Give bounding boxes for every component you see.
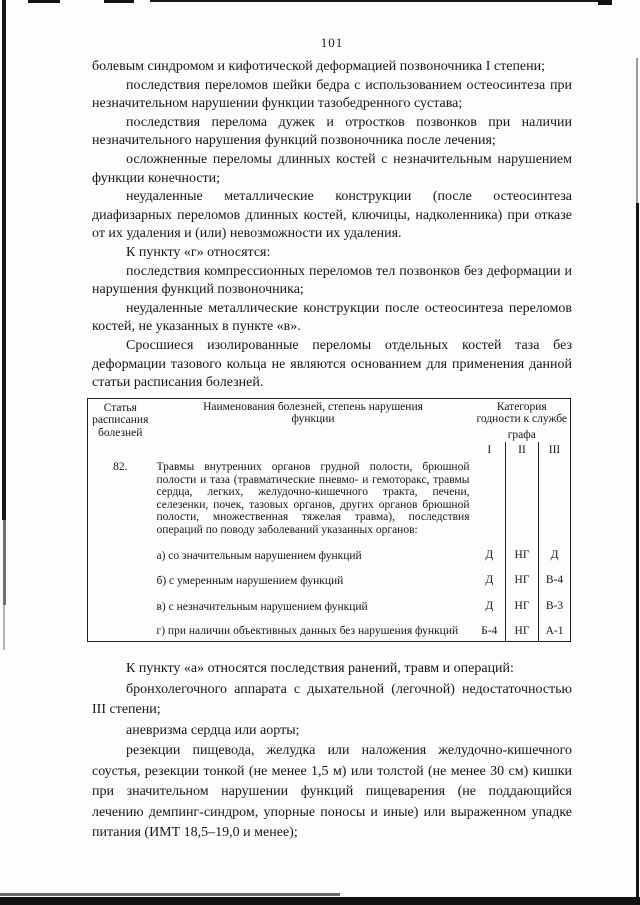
table-row-item-g <box>88 613 571 641</box>
value-cell: Д <box>485 574 494 587</box>
value-cell: Д <box>539 537 571 563</box>
document-body <box>92 58 572 844</box>
paragraph: резекции пищевода, желудка или наложения желудочно-кишечного соустья, резекции тонкой (не менее 1,5 м) или толстой (не менее 30 см) кишки при значительном нарушении функций пищеварения (не поддающийся лечению демпинг-синдром, упорные поносы и иные) или выраженном упадке питания (ИМТ 18,5–19,0 и менее); <box>92 743 572 840</box>
scan-edge-left-line-faint <box>3 605 5 650</box>
value-cell <box>506 458 539 537</box>
table-header-article: Статья расписания болезней <box>92 401 149 439</box>
value-cell: НГ <box>506 562 539 588</box>
page-number: 101 <box>320 35 344 50</box>
table-row-item-a <box>88 537 571 563</box>
value-cell: Д <box>485 599 494 612</box>
table-header-column-1: I <box>487 444 492 457</box>
table-header-disease-name <box>153 398 474 458</box>
article-number: 82. <box>113 461 128 474</box>
paragraph: бронхолегочного аппарата с дыхательной (легочной) недостаточностью III степени; <box>92 681 572 717</box>
table-row-item-b <box>88 562 571 588</box>
table-header-grafa: графа <box>507 428 536 441</box>
item-label: б) с умеренным нарушением функций <box>156 575 344 588</box>
value-cell <box>474 458 506 537</box>
table-row-item-v <box>88 588 571 614</box>
value-cell: НГ <box>506 613 539 641</box>
scan-edge-top-segment-2 <box>104 0 134 3</box>
scan-edge-bottom-gray <box>0 893 340 896</box>
paragraph: осложненные переломы длинных костей с незначительным нарушением функции конечности; <box>92 151 572 186</box>
table-header-column-2: II <box>506 442 539 458</box>
table-row-description <box>88 458 571 537</box>
scan-edge-left-line <box>2 0 6 520</box>
value-cell: Д <box>485 548 494 561</box>
value-cell: НГ <box>506 537 539 563</box>
paragraph: неудаленные металлические конструкции после остеосинтеза переломов костей, не указанных в пункте «в». <box>92 300 572 335</box>
table-header-fitness-category <box>474 398 571 427</box>
scan-edge-top-right-mark <box>598 0 612 5</box>
scan-edge-right-line <box>636 203 639 905</box>
table-header-disease-name-text: Наименования болезней, степень нарушения функции <box>203 400 423 426</box>
paragraph: неудаленные металлические конструкции (после остеосинтеза диафизарных переломов длинных костей, ключицы, надколенника) при отказе от их удаления и (или) невозможности их удаления. <box>92 189 572 242</box>
item-label: в) с незначительным нарушением функций <box>156 600 368 613</box>
disease-description: Травмы внутренних органов грудной полости, брюшной полости и таза (травматические пневмо- и гемоторакс, травмы сердца, легких, желудочно-кишечного тракта, печени, селезенки, почек, тазовых органов, других органов брюшной полости, множественная тяжелая травма), последствия операций по поводу заболеваний указанных органов: <box>156 461 470 537</box>
value-cell <box>539 458 571 537</box>
scan-edge-right-line-fade <box>636 58 638 203</box>
paragraph: Сросшиеся изолированные переломы отдельных костей таза без деформации тазового кольца не являются основанием для применения данной статьи расписания болезней. <box>92 337 572 391</box>
paragraph: последствия перелома дужек и отростков позвонков при наличии незначительного нарушения функций позвоночника после лечения; <box>92 114 572 149</box>
value-cell: НГ <box>506 588 539 614</box>
scan-edge-top-segment-1 <box>28 0 60 3</box>
value-cell: В-4 <box>539 562 571 588</box>
paragraph: последствия переломов шейки бедра с использованием остеосинтеза при незначительном нарушении функции тазобедренного сустава; <box>92 77 572 112</box>
paragraph: К пункту «г» относятся: <box>126 244 271 260</box>
document-body-after-table <box>92 659 572 844</box>
value-cell: Б-4 <box>481 625 498 638</box>
value-cell: А-1 <box>539 613 571 641</box>
paragraph: последствия компрессионных переломов тел позвонков без деформации и нарушения функций позвоночника; <box>92 263 572 298</box>
scan-edge-top-line <box>150 0 612 2</box>
value-cell: В-3 <box>539 588 571 614</box>
paragraph: болевым синдромом и кифотической деформацией позвоночника I степени; <box>92 59 546 74</box>
scan-edge-left-line-fade <box>3 520 6 605</box>
table-header-column-3: III <box>539 442 571 458</box>
scan-edge-bottom-bar <box>0 897 640 905</box>
table-header-fitness-category-text: Категория годности к службе <box>476 400 568 426</box>
paragraph: К пункту «а» относятся последствия ранений, травм и операций: <box>126 661 514 676</box>
diseases-schedule-table <box>87 398 571 642</box>
item-label: г) при наличии объективных данных без нарушения функций <box>156 625 459 638</box>
paragraph: аневризма сердца или аорты; <box>126 722 300 738</box>
item-label: а) со значительным нарушением функций <box>156 549 362 562</box>
